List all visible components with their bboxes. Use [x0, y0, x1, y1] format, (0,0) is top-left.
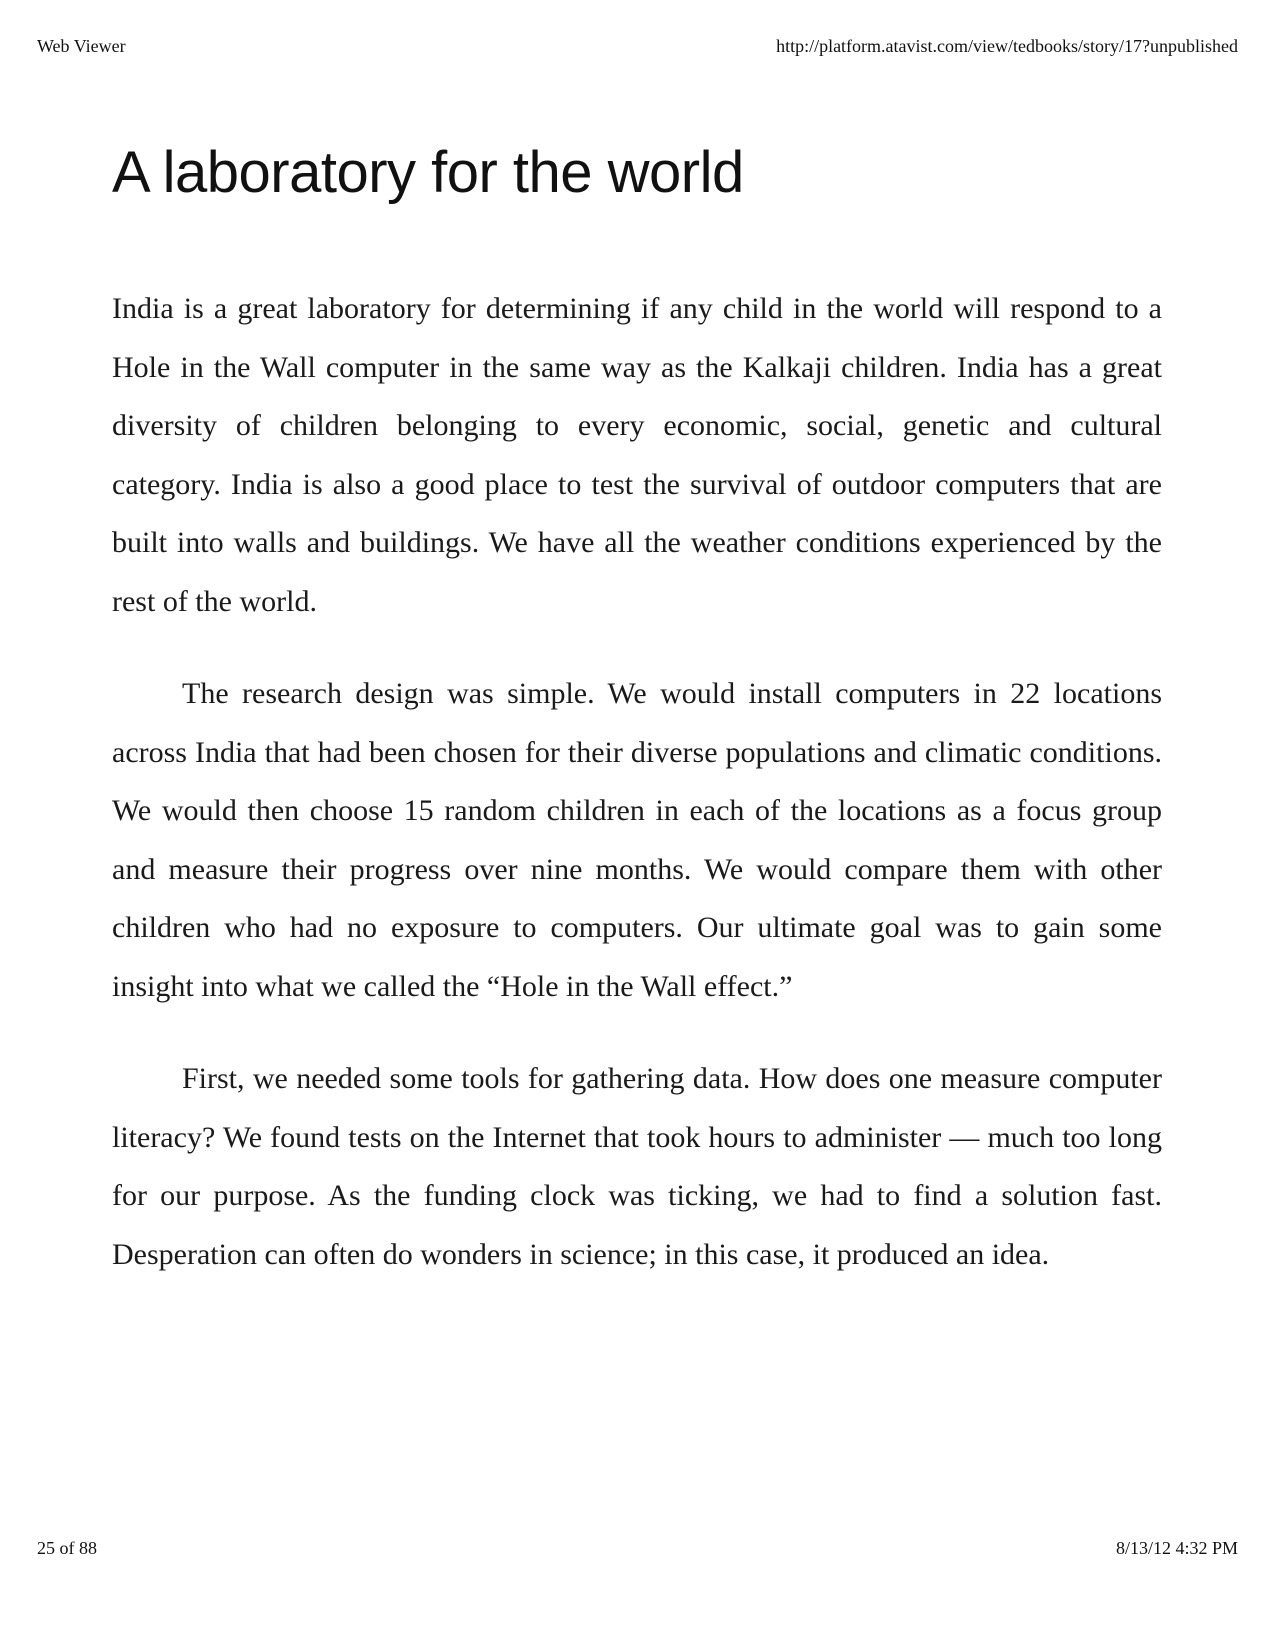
print-timestamp: 8/13/12 4:32 PM: [1115, 1538, 1238, 1558]
paragraph: First, we needed some tools for gathering data. How does one measure computer literacy? We found tests on the Internet that took hours to administer — much too long for our purpose. As the funding clock was ticking, we had to find a solution fast. Desperation can often do wonders in science; in this case, it produced an idea.: [112, 1062, 1162, 1271]
page-url: http://platform.atavist.com/view/tedbooks/story/17?unpublished: [776, 36, 1238, 56]
article-body: [112, 280, 1162, 1318]
page-indicator: 25 of 88: [37, 1538, 97, 1558]
viewer-header: [37, 36, 1238, 57]
article-title: A laboratory for the world: [112, 140, 744, 205]
paragraph: India is a great laboratory for determining if any child in the world will respond to a Hole in the Wall computer in the same way as the Kalkaji children. India has a great diversity of children belonging to every economic, social, genetic and cultural category. India is also a good place to test the survival of outdoor computers that are built into walls and buildings. We have all the weather conditions experienced by the rest of the world.: [112, 292, 1162, 618]
viewer-name: Web Viewer: [37, 36, 126, 56]
paragraph: The research design was simple. We would install computers in 22 locations across India that had been chosen for their diverse populations and climatic conditions. We would then choose 15 random children in each of the locations as a focus group and measure their progress over nine months. We would compare them with other children who had no exposure to computers. Our ultimate goal was to gain some insight into what we called the “Hole in the Wall effect.”: [112, 677, 1162, 1003]
viewer-footer: [37, 1538, 1238, 1559]
